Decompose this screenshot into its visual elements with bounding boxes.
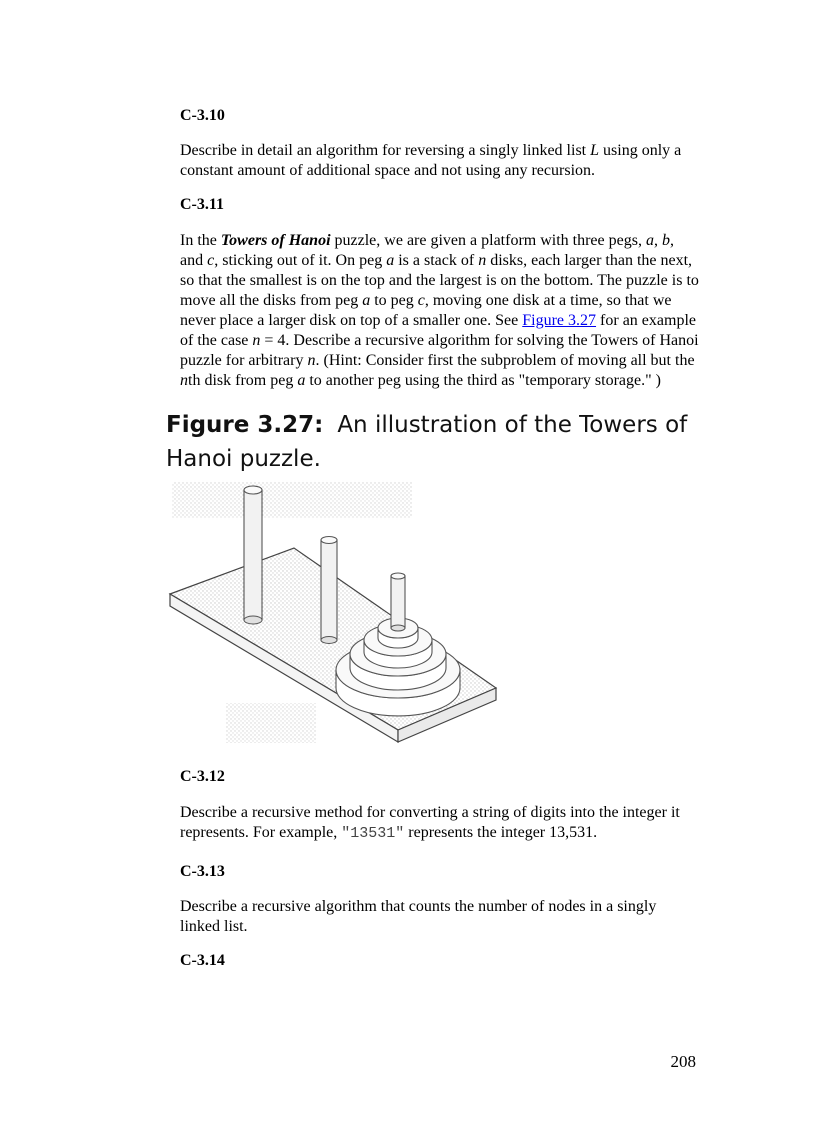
peg-c [391,573,405,631]
exercise-heading-c314: C-3.14 [180,952,225,969]
exercise-heading-c312: C-3.12 [180,768,225,785]
exercise-heading-c311: C-3.11 [180,196,224,213]
exercise-text-c312: Describe a recursive method for converting a string of digits into the integer it represents. For example, "13531" represents the integer 13,531. [180,804,680,842]
figure-3-27-link[interactable]: Figure 3.27 [522,312,597,329]
exercise-heading-c310: C-3.10 [180,107,225,124]
towers-of-hanoi-illustration [166,478,502,756]
exercise-text-c313: Describe a recursive algorithm that counts the number of nodes in a singly linked list. [180,898,657,935]
page-number: 208 [670,1052,696,1071]
peg-b [321,537,337,644]
figure-label: Figure 3.27: [166,412,324,438]
exercise-heading-c313: C-3.13 [180,863,225,880]
exercise-text-c311: In the Towers of Hanoi puzzle, we are given a platform with three pegs, a, b, and c, sticking out of it. On peg a is a stack of n disks, each larger than the next, so that the smallest is on the top and the largest is on the bottom. The puzzle is to move all the disks from peg a to peg c, moving one disk at a time, so that we never place a larger disk on top of a smaller one. See Figure 3.27 for an example of the case n = 4. Describe a recursive algorithm for solving the Towers of Hanoi puzzle for arbitrary n. (Hint: Consider first the subproblem of moving all but the nth disk from peg a to another peg using the third as "temporary storage." ) [180,232,699,389]
exercise-text-c310: Describe in detail an algorithm for reversing a singly linked list L using only a constant amount of additional space and not using any recursion. [180,142,682,179]
figure-caption-text: An illustration of the Towers of Hanoi puzzle. [166,412,688,472]
figure-caption [166,408,726,476]
peg-a [244,486,262,624]
